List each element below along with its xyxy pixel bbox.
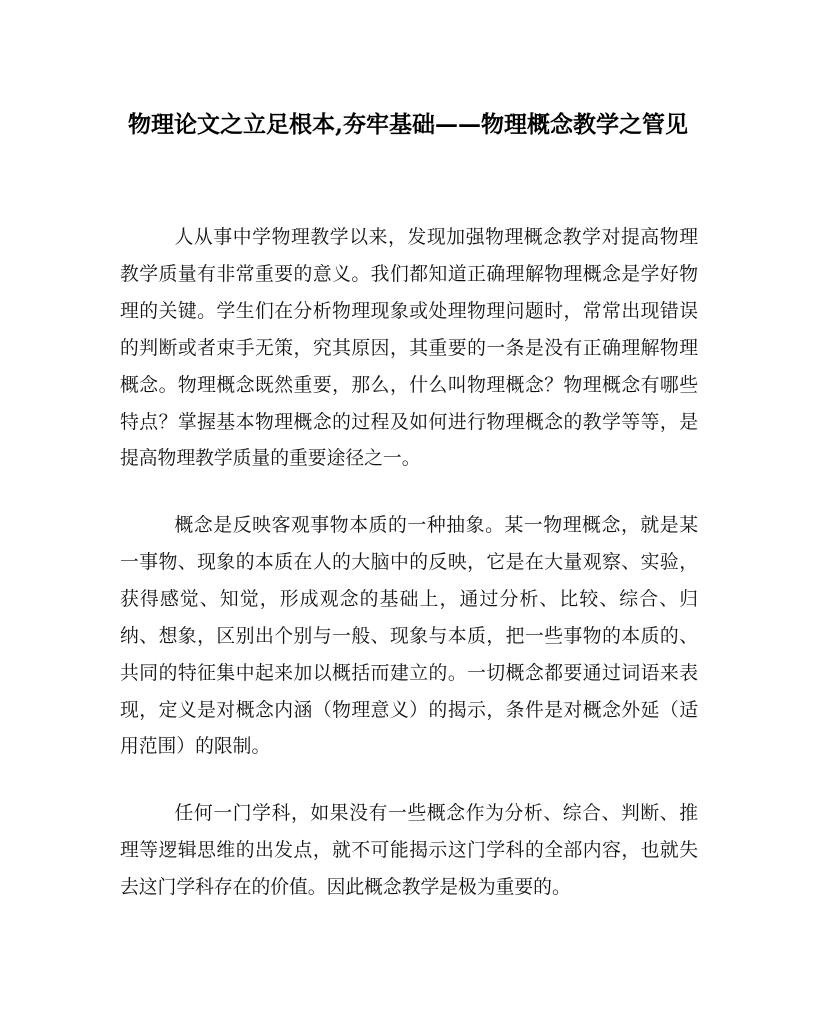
paragraph-3: 任何一门学科，如果没有一些概念作为分析、综合、判断、推理等逻辑思维的出发点，就不可能揭示这门学科的全部内容，也就失去这门学科存在的价值。因此概念教学是极为重要的。 <box>120 803 698 898</box>
document-title: 物理论文之立足根本,夯牢基础——物理概念教学之管见 <box>127 111 688 138</box>
paragraph-2: 概念是反映客观事物本质的一种抽象。某一物理概念，就是某一事物、现象的本质在人的大脑中的反映，它是在大量观察、实验，获得感觉、知觉，形成观念的基础上，通过分析、比较、综合、归纳、想象，区别出个别与一般、现象与本质，把一些事物的本质的、共同的特征集中起来加以概括而建立的。一切概念都要通过词语来表现，定义是对概念内涵（物理意义）的揭示，条件是对概念外延（适用范围）的限制。 <box>120 515 698 758</box>
paragraph-1: 人从事中学物理教学以来，发现加强物理概念教学对提高物理教学质量有非常重要的意义。我们都知道正确理解物理概念是学好物理的关键。学生们在分析物理现象或处理物理问题时，常常出现错误的判断或者束手无策，究其原因，其重要的一条是没有正确理解物理概念。物理概念既然重要，那么，什么叫物理概念？物理概念有哪些特点？掌握基本物理概念的过程及如何进行物理概念的教学等等，是提高物理教学质量的重要途径之一。 <box>120 227 698 470</box>
